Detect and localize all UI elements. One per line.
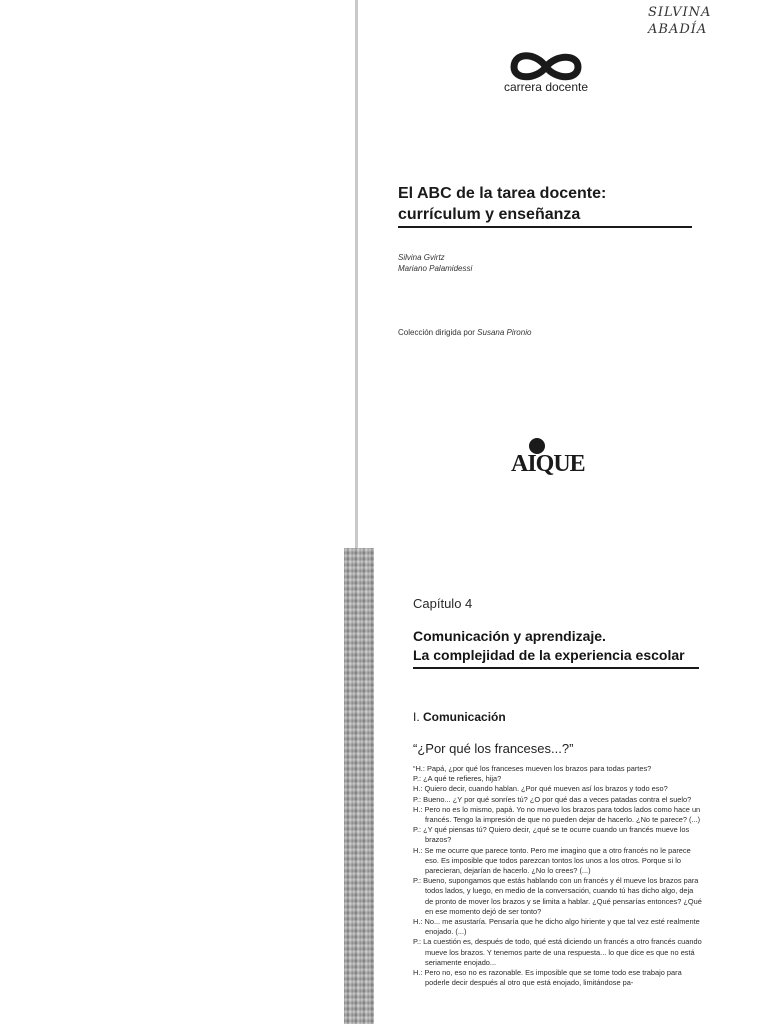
- binding-spine: [344, 548, 374, 1024]
- section-number: I.: [413, 710, 420, 724]
- dialogue-line: “H.: Papá, ¿por qué los franceses mueven los brazos para todas partes?: [413, 764, 652, 773]
- chapter-title-line-1: Comunicación y aprendizaje.: [413, 628, 606, 644]
- dialogue-line: H.: Se me ocurre que parece tonto. Pero me imagino que a otro francés no le parece eso. Es imposible que todos parezcan tontos los unos a los otros. Porque si lo parecieran, dejarían de hacerlo. ¿No lo crees? (...): [413, 845, 691, 876]
- dialogue-text: [413, 764, 703, 1024]
- book-title: [398, 183, 698, 225]
- book-title-line-2: currículum y enseñanza: [398, 206, 581, 223]
- dialogue-line: P.: ¿Y qué piensas tú? Quiero decir, ¿qué se te ocurre cuando un francés mueve los brazos?: [413, 825, 690, 845]
- author-name: Silvina Gvirtz: [398, 253, 445, 262]
- dialogue-line: H.: Pero no es lo mismo, papá. Yo no muevo los brazos para todos lados como hace un francés. Tengo la impresión de que no pueden dejar de hacerlo. ¿No te parece? (...): [413, 804, 701, 825]
- section-heading: [413, 710, 506, 724]
- dialogue-line: H.: Pero no, eso no es razonable. Es imposible que se tome todo ese trabajo para poderle decir después al otro que está enojado, limitándose pa-: [413, 968, 682, 988]
- series-label: carrera docente: [503, 80, 589, 94]
- dialogue-line: P.: La cuestión es, después de todo, qué está diciendo un francés a otro francés cuando mueve los brazos. Y tenemos parte de una respuesta... lo que dice es que no está seriamente enojado...: [413, 937, 702, 967]
- collection-credit: [398, 328, 531, 337]
- chapter-title-line-2: La complejidad de la experiencia escolar: [413, 647, 685, 663]
- dialogue-line: P.: ¿A qué te refieres, hija?: [413, 774, 502, 784]
- dialogue-line: P.: Bueno, supongamos que estás hablando con un francés y él mueve los brazos para todos lados, y luego, en medio de la conversación, cuando tú has dicho algo, deja de pronto de mover los brazos y se limita a hablar. ¿Qué pensarías entonces? ¿Qué en ese momento dejó de ser tonto?: [413, 876, 702, 916]
- author-name: Mariano Palamidessi: [398, 264, 473, 273]
- page-fold-shadow: [355, 0, 358, 548]
- chapter-divider: [413, 667, 699, 669]
- author-list: [398, 252, 472, 274]
- chapter-label: Capítulo 4: [413, 596, 473, 611]
- publisher-logo: AIQUE: [511, 451, 585, 477]
- book-title-line-1: El ABC de la tarea docente:: [398, 185, 607, 202]
- handwritten-last-name: ABADÍA: [648, 22, 708, 37]
- section-title: Comunicación: [423, 710, 506, 724]
- dialogue-line: H.: No... me asustaría. Pensaría que he dicho algo hiriente y que tal vez esté realmente enojado. (...): [413, 917, 700, 937]
- title-divider: [398, 226, 692, 228]
- chapter-title: [413, 627, 713, 665]
- handwritten-first-name: SILVINA: [648, 5, 712, 20]
- dialogue-line: P.: Bueno... ¿Y por qué sonríes tú? ¿O por qué das a veces patadas contra el suelo?: [413, 794, 692, 804]
- collection-prefix: Colección dirigida por: [398, 328, 475, 337]
- handwritten-name: [648, 4, 711, 38]
- collection-editor: Susana Pironio: [477, 328, 532, 337]
- quote-title: “¿Por qué los franceses...?”: [413, 741, 574, 756]
- dialogue-line: H.: Quiero decir, cuando hablan. ¿Por qué mueven así los brazos y todo eso?: [413, 784, 668, 794]
